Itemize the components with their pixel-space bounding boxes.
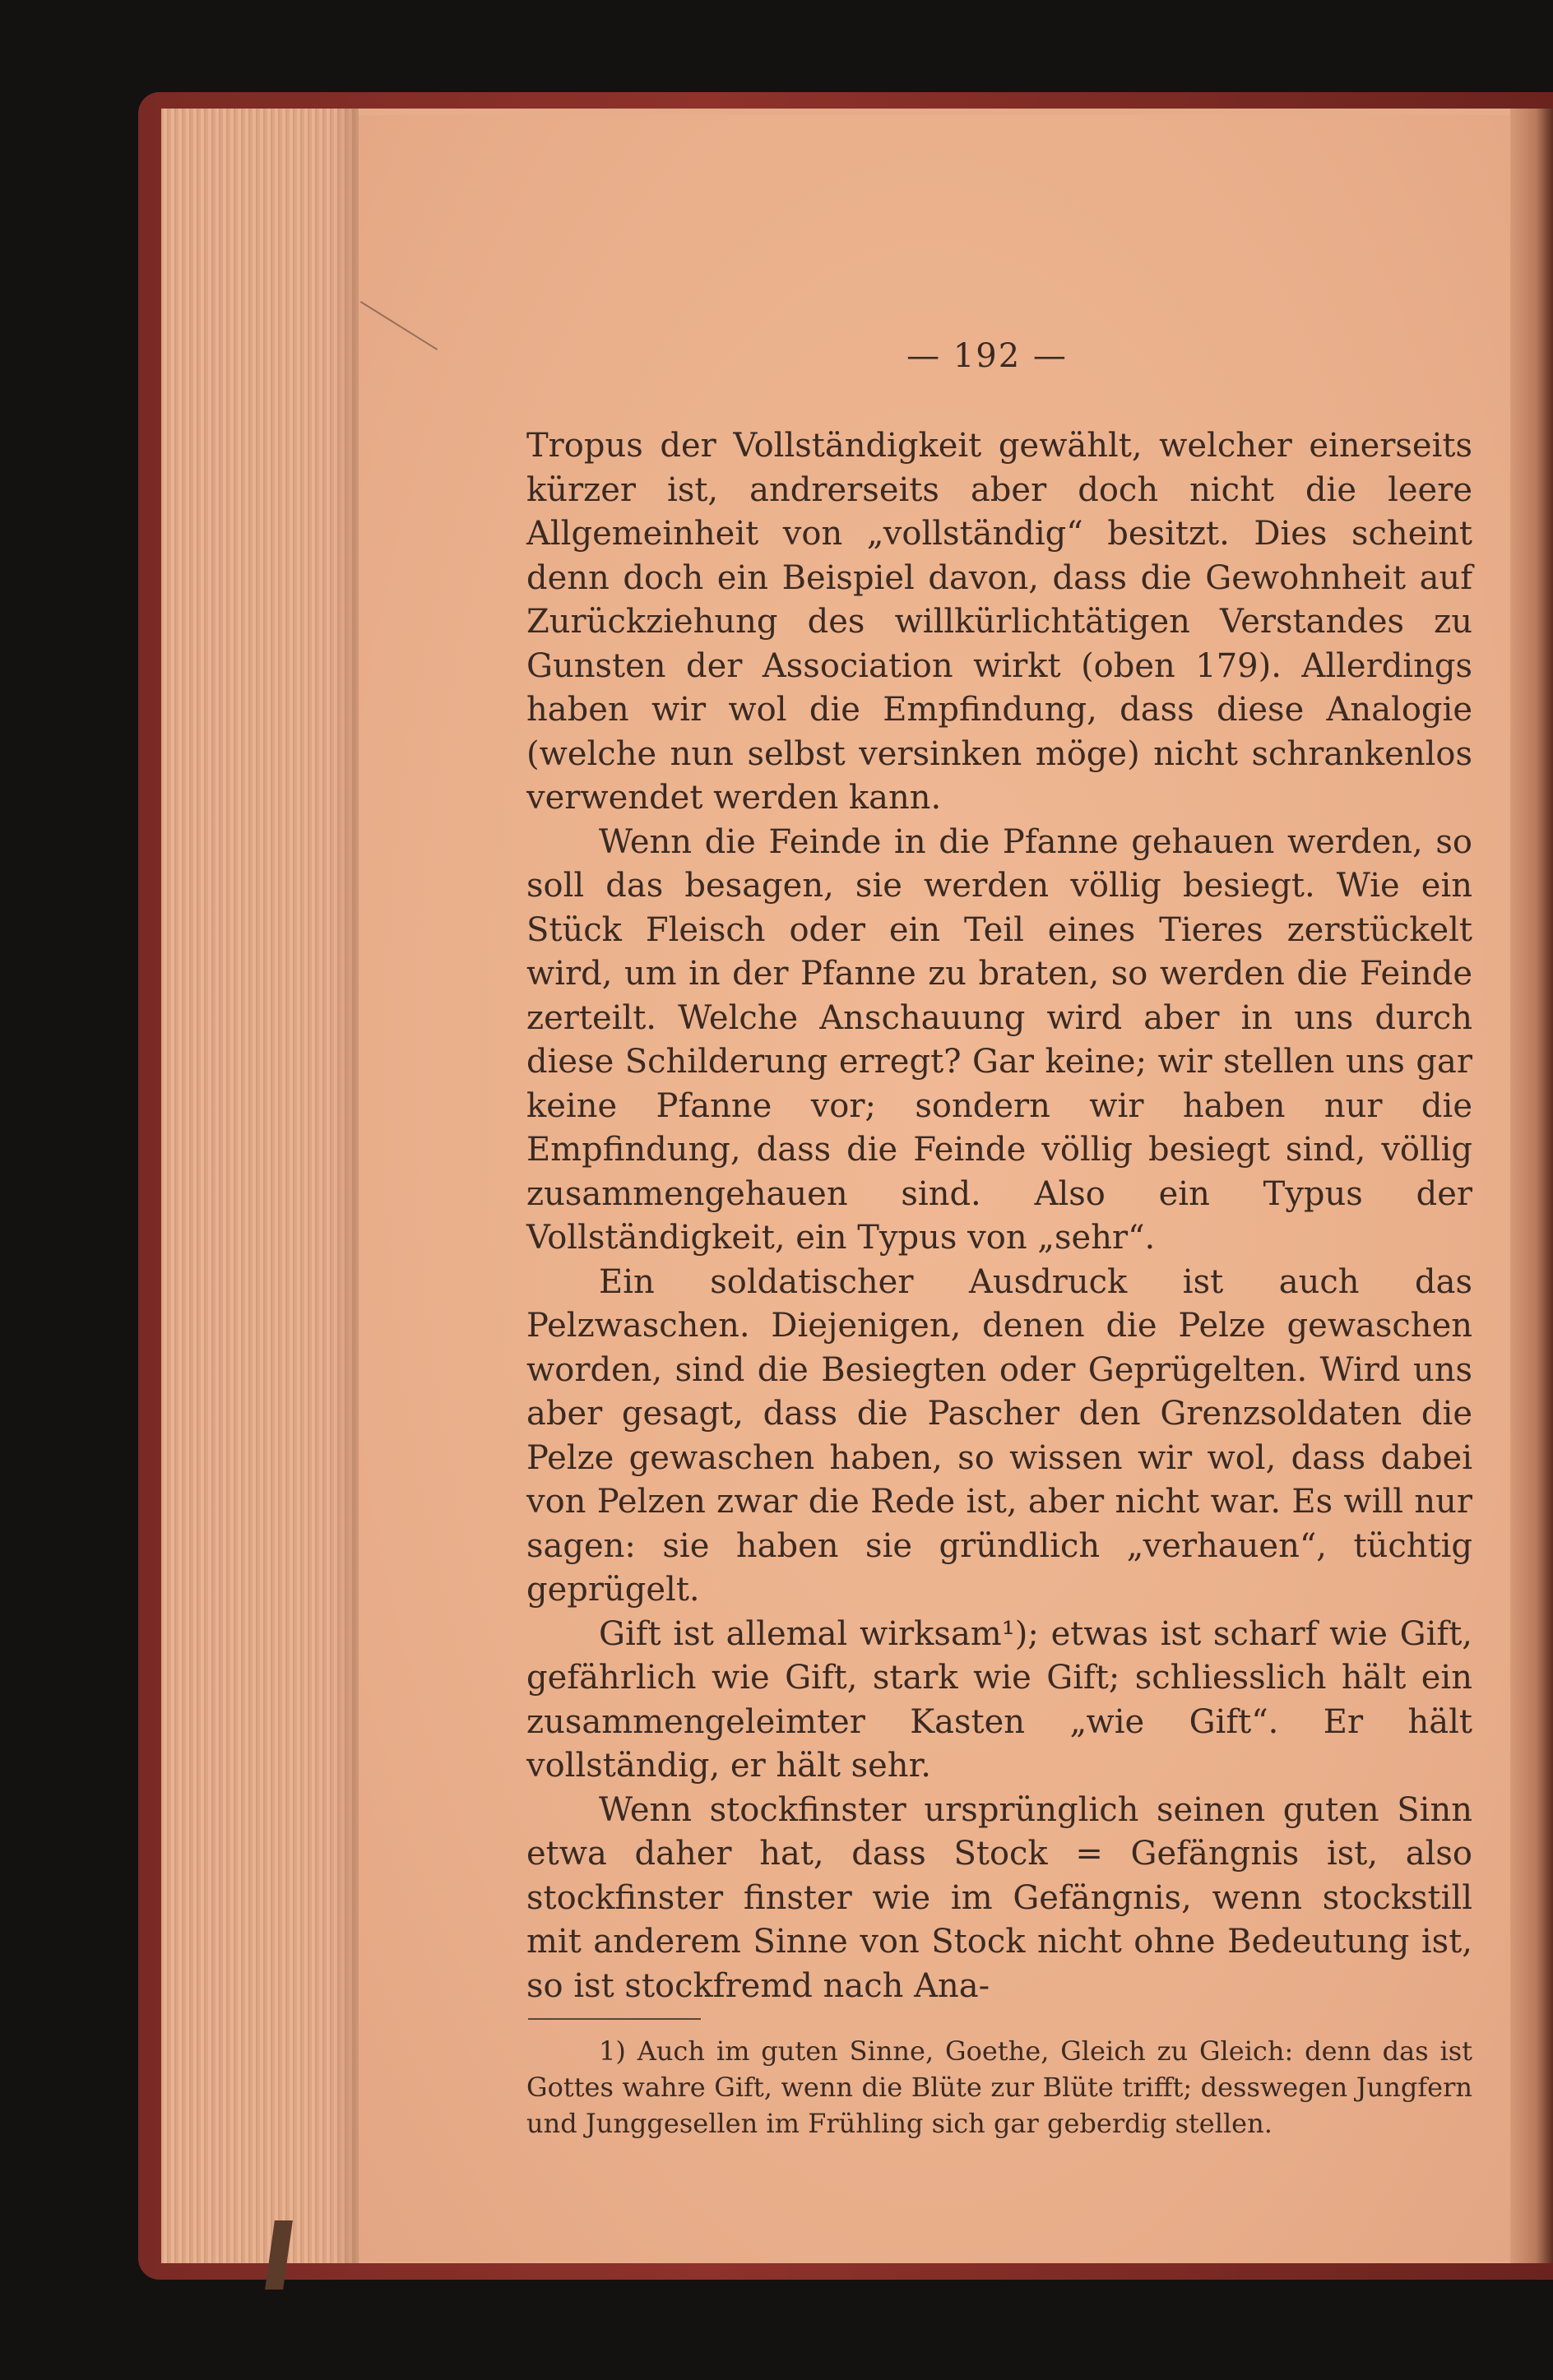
paragraph-3: Ein soldatischer Ausdruck ist auch das Pelzwaschen. Diejenigen, denen die Pelze gewaschen worden, sind die Besiegten oder Geprügelten. Wird uns aber gesagt, dass die Pascher den Grenzsoldaten die Pelze gewaschen haben, so wissen wir wol, dass dabei von Pelzen zwar die Rede ist, aber nicht war. Es will nur sagen: sie haben sie gründlich „verhauen“, tüchtig geprügelt. xyxy=(526,1262,1472,1609)
paragraph-2: Wenn die Feinde in die Pfanne gehauen werden, so soll das besagen, sie werden völlig besiegt. Wie ein Stück Fleisch oder ein Teil eines Tieres zerstückelt wird, um in der Pfanne zu braten, so werden die Feinde zerteilt. Welche Anschauung wird aber in uns durch diese Schilderung erregt? Gar keine; wir stellen uns gar keine Pfanne vor; sondern wir haben nur die Empfindung, dass die Feinde völlig besiegt sind, völlig zusammengehauen sind. Also ein Typus der Vollständigkeit, ein Typus von „sehr“. xyxy=(526,822,1472,1257)
footnote-divider xyxy=(528,2018,701,2020)
page-number: — 192 — xyxy=(906,337,1068,375)
footnote: 1) Auch im guten Sinne, Goethe, Gleich zu Gleich: denn das ist Gottes wahre Gift, wenn die Blüte zur Blüte trifft; desswegen Jungfern und Junggesellen im Frühling sich gar geberdig stellen. xyxy=(526,2035,1472,2139)
paragraph-5: Wenn stockfinster ursprünglich seinen guten Sinn etwa daher hat, dass Stock = Gefängnis ist, also stockfinster finster wie im Gefängnis, wenn stockstill mit anderem Sinne von Stock nicht ohne Bedeutung ist, so ist stockfremd nach Ana- xyxy=(526,1790,1472,2005)
book-gutter xyxy=(1510,109,1553,2263)
paragraph-4: Gift ist allemal wirksam¹); etwas ist scharf wie Gift, gefährlich wie Gift, stark wie Gift; schliesslich hält ein zusammengeleimter Kasten „wie Gift“. Er hält vollständig, er hält sehr. xyxy=(526,1614,1472,1785)
page-text xyxy=(526,337,1472,2142)
paragraph-1: Tropus der Vollständigkeit gewählt, welcher einerseits kürzer ist, andrerseits aber doch nicht die leere Allgemeinheit von „vollständig“ besitzt. Dies scheint denn doch ein Beispiel davon, dass die Gewohnheit auf Zurückziehung des willkürlichtätigen Verstandes zu Gunsten der Association wirkt (oben 179). Allerdings haben wir wol die Empfindung, dass diese Analogie (welche nun selbst versinken möge) nicht schrankenlos verwendet werden kann. xyxy=(526,427,1472,817)
page-edges xyxy=(161,109,359,2263)
